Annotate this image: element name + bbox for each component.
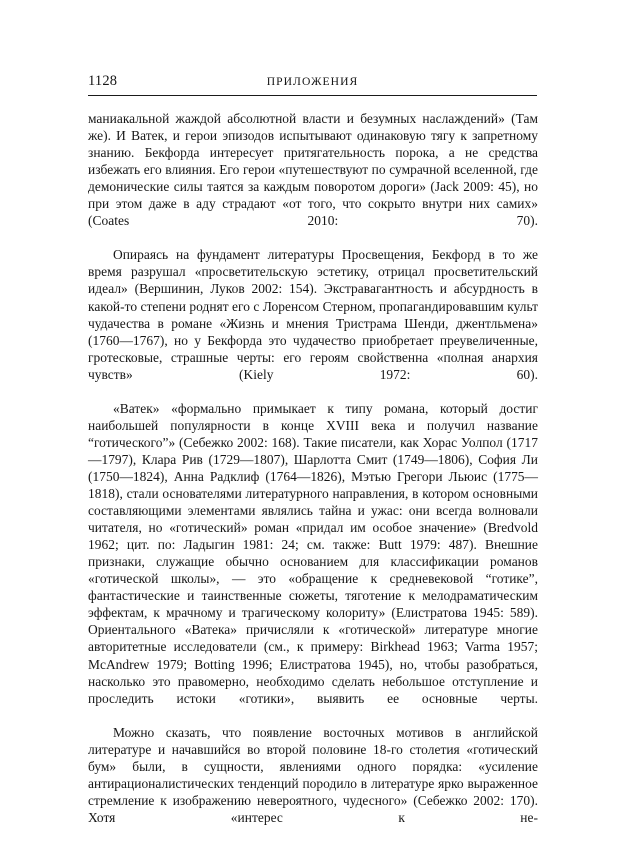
paragraph: Можно сказать, что появление восточных мотивов в английской литературе и начавшийся во второй половине 18-го столетия «готический бум» были, в сущности, явлениями одного порядка: «усиление антирационалистических тенденций породило в литературе ярко выраженное стремление к изображению невероятного, чудесного» (Себежко 2002: 170). Хотя «интерес к не-: [88, 724, 538, 825]
page-number: 1128: [88, 73, 118, 89]
running-head: [88, 72, 537, 92]
header-rule: [88, 95, 537, 96]
paragraph: маниакальной жаждой абсолютной власти и безумных наслаждений» (Там же). И Ватек, и герои эпизодов испытывают одинаковую тягу к запретному знанию. Бекфорда интересует притягательность порока, а не средства избежать его влияния. Его герои «путешествуют по сумрачной вселенной, где демонические силы таятся за каждым поворотом дороги» (Jack 2009: 45), но при этом даже в аду страдают «от того, что сокрыто внутри них самих» (Coates 2010: 70).: [88, 111, 538, 229]
paragraph: Опираясь на фундамент литературы Просвещения, Бекфорд в то же время разрушал «просветительскую эстетику, отрицал просветительский идеал» (Вершинин, Луков 2002: 154). Экстравагантность и абсурдность в какой-то степени роднят его с Лоренсом Стерном, пропагандировавшим культ чудачества в романе «Жизнь и мнения Тристрама Шенди, джентльмена» (1760—1767), но у Бекфорда это чудачество приобретает преувеличенные, гротесковые, страшные черты: его героям свойственна «полная анархия чувств» (Kiely 1972: 60).: [88, 247, 538, 382]
paragraph: «Ватек» «формально примыкает к типу романа, который достиг наибольшей популярности в конце XVIII века и получил название “готического”» (Себежко 2002: 168). Такие писатели, как Хорас Уолпол (1717—1797), Клара Рив (1729—1807), Шарлотта Смит (1749—1806), София Ли (1750—1824), Анна Радклиф (1764—1826), Мэтью Грегори Льюис (1775—1818), стали основателями литературного направления, в котором основными составляющими элементами являлись тайна и ужас: они всегда волновали читателя, но «готический» роман «придал им особое значение» (Bredvold 1962; цит. по: Ладыгин 1981: 24; см. также: Butt 1979: 487). Внешние признаки, служащие обычно основанием для классификации романов «готической школы», — это «обращение к средневековой “готике”, фантастические и таинственные сюжеты, тяготение к мелодраматическим эффектам, к мрачному и трагическому колориту» (Елистратова 1945: 589). Ориентального «Ватека» причисляли к «готической» литературе многие авторитетные исследователи (см., к примеру: Birkhead 1963; Varma 1957; McAndrew 1979; Botting 1996; Елистратова 1945), но, чтобы разобраться, насколько это правомерно, необходимо сделать небольшое отступление и проследить истоки «готики», выявить ее основные черты.: [88, 400, 538, 706]
body-text-block: [88, 110, 538, 843]
running-head-title: ПРИЛОЖЕНИЯ: [266, 75, 359, 88]
